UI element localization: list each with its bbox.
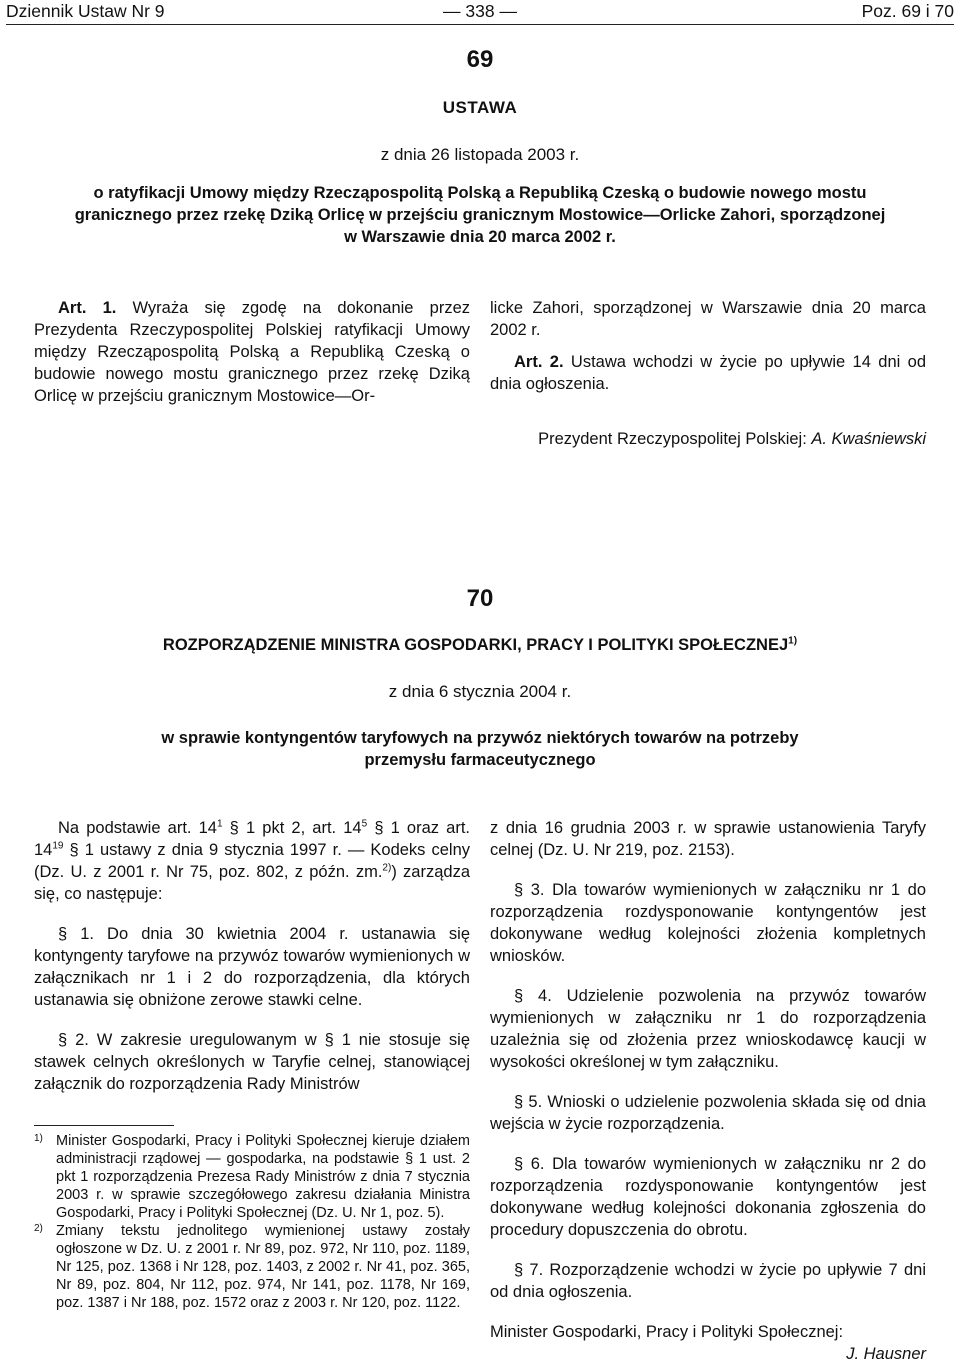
subject-line: granicznego przez rzekę Dziką Orlicę w przejściu granicznym Mostowice—Orlicke Zahori, sporządzonej — [74, 206, 886, 224]
left-column-act70 — [34, 817, 470, 1095]
paragraph-3: § 3. Dla towarów wymienionych w załączniku nr 1 do rozporządzenia rozdysponowanie kontyngentów jest dokonywane według kolejności złożenia kompletnych wniosków. — [490, 881, 926, 965]
preamble-text: § 1 ustawy z dnia 9 stycznia 1997 r. — Kodeks celny (Dz. U. z 2001 r. Nr 75, poz. 802, z późn. zm. — [34, 841, 470, 881]
act-date: z dnia 6 stycznia 2004 r. — [388, 682, 572, 701]
signatory-name: A. Kwaśniewski — [811, 430, 926, 448]
subject-line: o ratyfikacji Umowy między Rzecząpospolitą Polską a Republiką Czeską o budowie nowego mostu — [93, 184, 867, 202]
left-column-act69 — [34, 297, 470, 407]
signatory-role: Minister Gospodarki, Pracy i Polityki Społecznej: — [490, 1323, 844, 1341]
act-subject — [20, 727, 940, 771]
act-type — [0, 636, 960, 655]
paragraph-1: § 1. Do dnia 30 kwietnia 2004 r. ustanawia się kontyngenty taryfowe na przywóz towarów wymienionych w załącznikach nr 1 i 2 do rozporządzenia, dla których ustanawia się obniżone zerowe stawki celne. — [34, 925, 470, 1009]
act-subject — [20, 182, 940, 248]
footnote-ref: 2) — [382, 862, 392, 874]
superscript: 5 — [361, 818, 368, 830]
footnote-ref: 1) — [788, 635, 798, 647]
footnote-rule — [34, 1125, 174, 1126]
preamble-text: § 1 pkt 2, art. 14 — [222, 819, 362, 837]
paragraph-2: § 2. W zakresie uregulowanym w § 1 nie stosuje się stawek celnych określonych w Taryfie celnej, stanowiącej załącznik do rozporządzenia Rady Ministrów — [34, 1031, 470, 1093]
article-text: Ustawa wchodzi w życie po upływie 14 dni od dnia ogłoszenia. — [490, 353, 926, 393]
footnote-mark: 2) — [34, 1223, 43, 1234]
article-2 — [490, 351, 926, 395]
signatory-name: J. Hausner — [846, 1345, 926, 1363]
page-number: — 338 — — [443, 1, 517, 21]
subject-line: w sprawie kontyngentów taryfowych na przywóz niektórych towarów na potrzeby — [161, 729, 799, 747]
right-column-act69 — [490, 297, 926, 395]
footnote-text: Minister Gospodarki, Pracy i Polityki Społecznej kieruje działem administracji rządowej — gospodarka, na podstawie § 1 ust. 2 pkt 1 rozporządzenia Prezesa Rady Ministrów z dnia 7 stycznia 2003 r. w sprawie szczegółowego zakresu działania Ministra Gospodarki, Pracy i Polityki Społecznej (Dz. U. Nr 1, poz. 5). — [56, 1133, 470, 1221]
preamble-text: ) zarządza się, co następuje: — [34, 863, 471, 903]
page-header — [6, 0, 954, 22]
preamble-text: § 1 oraz art. 14 — [34, 819, 470, 859]
paragraph-2-continued: z dnia 16 grudnia 2003 r. w sprawie ustanowienia Taryfy celnej (Dz. U. Nr 219, poz. 2153). — [490, 819, 926, 859]
preamble-text: Na podstawie art. 14 — [58, 819, 217, 837]
act-number: 69 — [466, 46, 494, 73]
act-number: 70 — [466, 585, 494, 612]
article-1-continued: licke Zahori, sporządzonej w Warszawie dnia 20 marca 2002 r. — [490, 299, 926, 339]
paragraph-5: § 5. Wnioski o udzielenie pozwolenia składa się od dnia wejścia w życie rozporządzenia. — [490, 1093, 926, 1133]
paragraph-7: § 7. Rozporządzenie wchodzi w życie po upływie 7 dni od dnia ogłoszenia. — [490, 1261, 926, 1301]
subject-line: w Warszawie dnia 20 marca 2002 r. — [344, 228, 616, 246]
header-rule — [6, 24, 954, 25]
footnote-1 — [34, 1132, 470, 1222]
paragraph-4: § 4. Udzielenie pozwolenia na przywóz towarów wymienionych w załączniku nr 1 do rozporządzenia uzależnia się od złożenia przez wnioskodawcę kaucji w wysokości określonej w tym załączniku. — [490, 987, 926, 1071]
preamble — [34, 817, 470, 905]
footnote-mark: 1) — [34, 1133, 43, 1144]
act-type: USTAWA — [442, 98, 518, 117]
paragraph-6: § 6. Dla towarów wymienionych w załączniku nr 2 do rozporządzenia rozdysponowanie kontyngentów jest dokonywane według kolejności dokonania zgłoszenia do procedury dopuszczenia do obrotu. — [490, 1155, 926, 1239]
journal-title: Dziennik Ustaw Nr 9 — [6, 1, 165, 21]
act-type-text: ROZPORZĄDZENIE MINISTRA GOSPODARKI, PRACY I POLITYKI SPOŁECZNEJ — [162, 636, 789, 654]
article-label: Art. 1. — [58, 299, 117, 317]
subject-line: przemysłu farmaceutycznego — [364, 751, 596, 769]
act-date: z dnia 26 listopada 2003 r. — [380, 145, 580, 164]
superscript: 1 — [216, 818, 223, 830]
position-range: Poz. 69 i 70 — [861, 1, 954, 21]
signatory-role: Prezydent Rzeczypospolitej Polskiej: — [538, 430, 812, 448]
superscript: 19 — [52, 840, 64, 852]
article-1 — [34, 297, 470, 407]
footnote-2 — [34, 1222, 470, 1312]
article-label: Art. 2. — [514, 353, 564, 371]
right-column-act70 — [490, 817, 926, 1365]
article-text: Wyraża się zgodę na dokonanie przez Prezydenta Rzeczypospolitej Polskiej ratyfikacji Umowy między Rzecząpospolitą Polską a Republiką Czeską o budowie nowego mostu granicznego przez rzekę Dziką Orlicę w przejściu granicznym Mostowice—Or- — [34, 299, 470, 405]
footnote-text: Zmiany tekstu jednolitego wymienionej ustawy zostały ogłoszone w Dz. U. z 2001 r. Nr 89, poz. 972, Nr 110, poz. 1189, Nr 125, poz. 1368 i Nr 128, poz. 1403, z 2002 r. Nr 41, poz. 365, Nr 89, poz. 804, Nr 112, poz. 974, Nr 141, poz. 1178, Nr 169, poz. 1387 i Nr 188, poz. 1572 oraz z 2003 r. Nr 120, poz. 1122. — [56, 1223, 470, 1311]
footnotes — [34, 1132, 470, 1312]
signature-block — [538, 428, 926, 450]
